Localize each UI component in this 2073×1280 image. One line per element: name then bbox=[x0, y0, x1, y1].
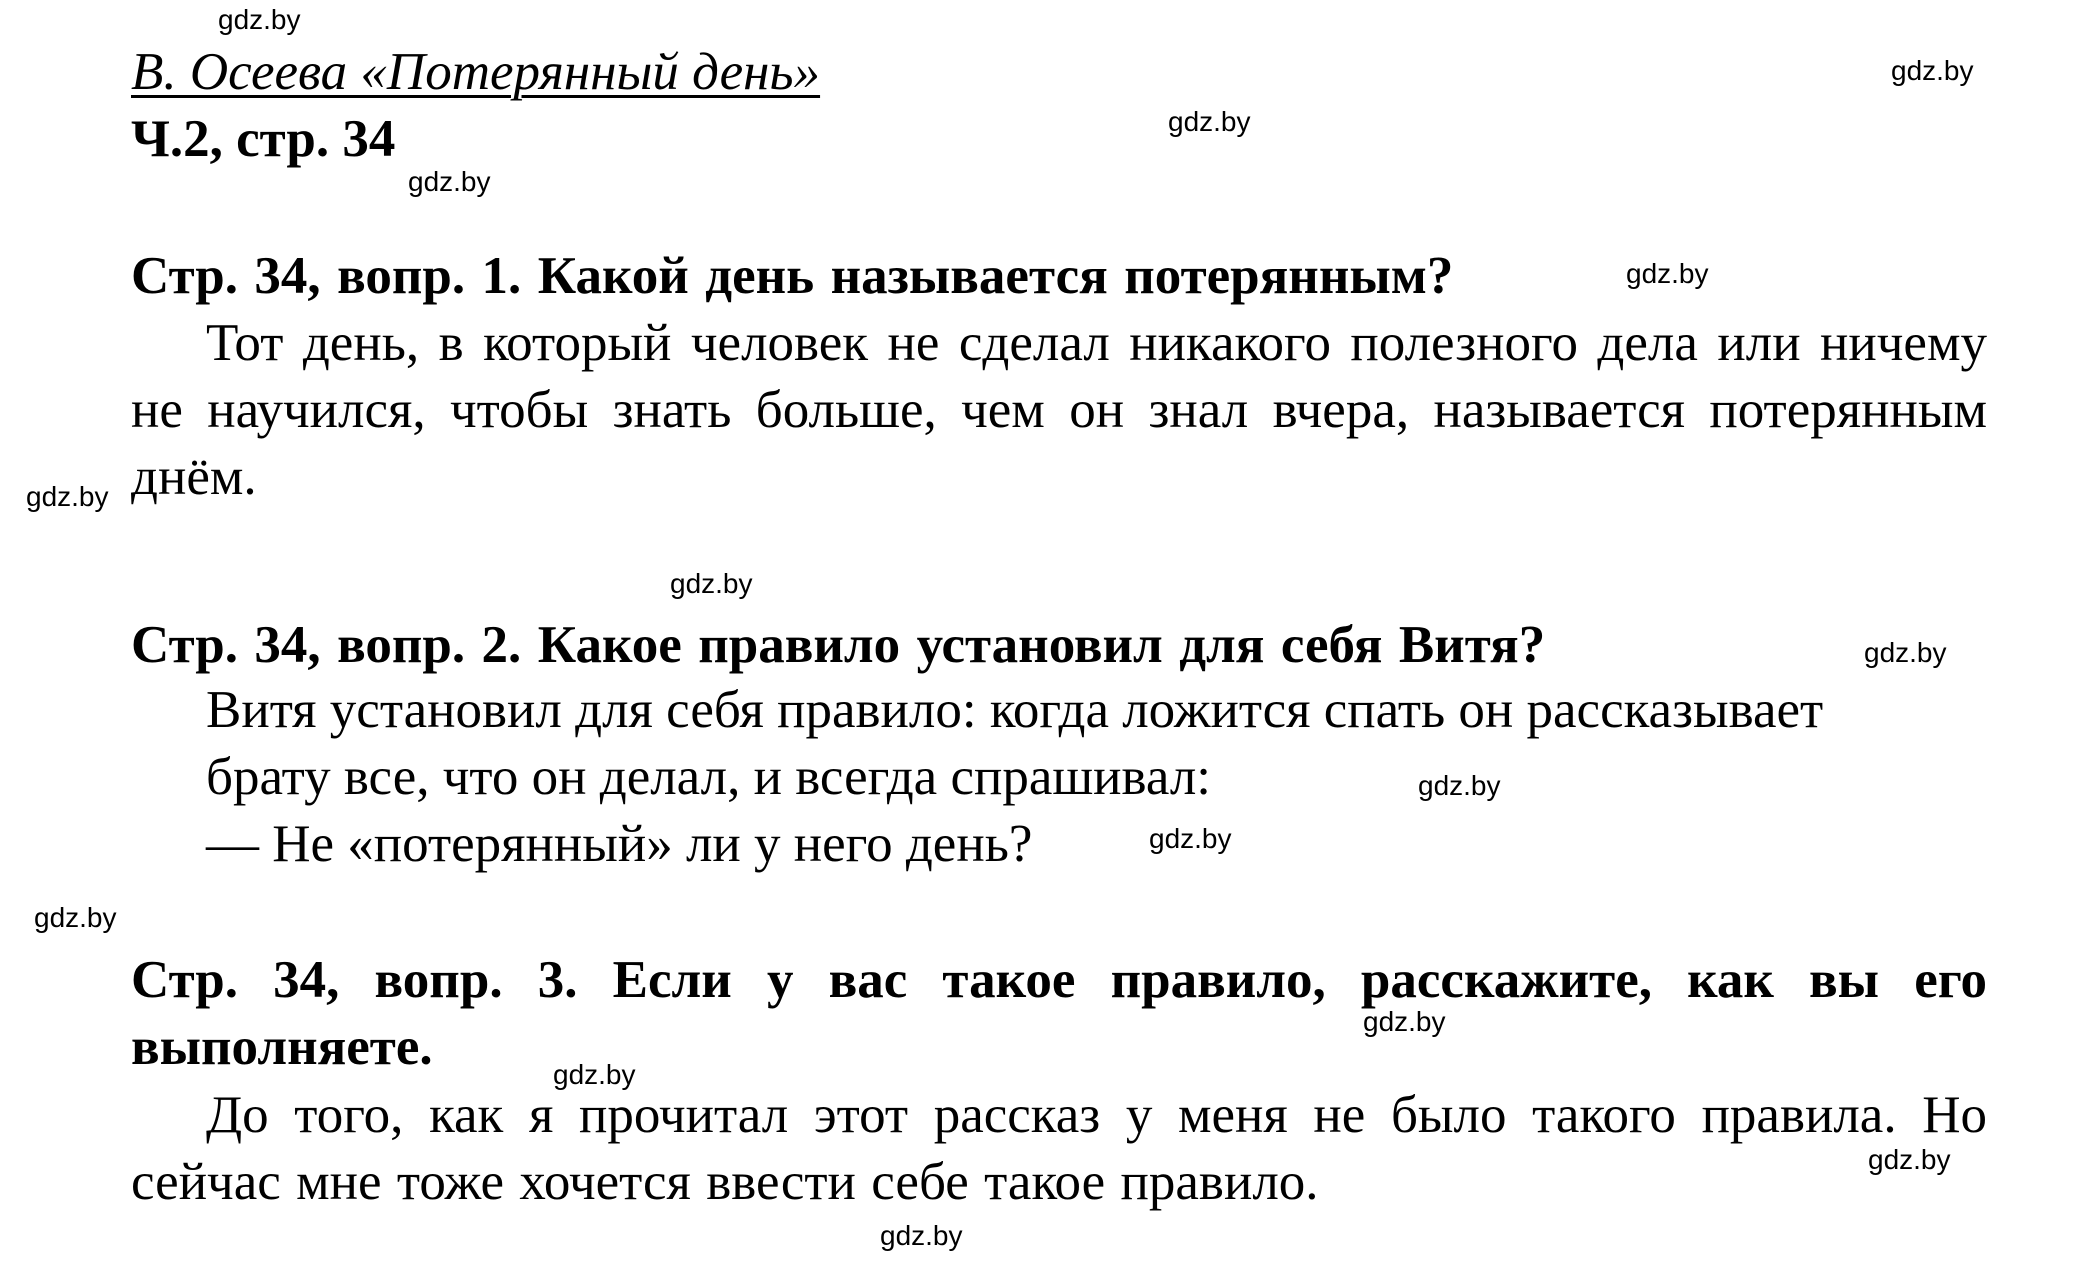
part-page-heading: Ч.2, стр. 34 bbox=[131, 110, 396, 168]
watermark: gdz.by bbox=[1626, 258, 1709, 289]
watermark: gdz.by bbox=[408, 166, 491, 197]
watermark: gdz.by bbox=[1363, 1006, 1446, 1037]
answer-2-line-1: Витя установил для себя правило: когда ложится спать он рассказывает bbox=[206, 681, 1824, 739]
watermark: gdz.by bbox=[670, 568, 753, 599]
watermark: gdz.by bbox=[1418, 770, 1501, 801]
story-title: В. Осеева «Потерянный день» bbox=[131, 43, 821, 101]
watermark: gdz.by bbox=[1168, 106, 1251, 137]
watermark: gdz.by bbox=[880, 1220, 963, 1251]
watermark: gdz.by bbox=[34, 902, 117, 933]
answer-2 bbox=[131, 677, 2011, 878]
question-2: Стр. 34, вопр. 2. Какое правило установил для себя Витя? bbox=[131, 616, 1546, 674]
answer-1: Тот день, в который человек не сделал никакого полезного дела или ничему не научился, чтобы знать больше, чем он знал вчера, называется потерянным днём. bbox=[131, 314, 1987, 506]
question-3: Стр. 34, вопр. 3. Если у вас такое правило, расскажите, как вы его выполняете. bbox=[131, 951, 1987, 1076]
watermark: gdz.by bbox=[1864, 637, 1947, 668]
answer-2-line-3: — Не «потерянный» ли у него день? bbox=[206, 815, 1033, 873]
watermark: gdz.by bbox=[218, 4, 301, 35]
question-1: Стр. 34, вопр. 1. Какой день называется потерянным? bbox=[131, 247, 1454, 305]
answer-2-line-2: брату все, что он делал, и всегда спрашивал: bbox=[206, 748, 1212, 806]
watermark: gdz.by bbox=[1149, 823, 1232, 854]
watermark: gdz.by bbox=[1868, 1144, 1951, 1175]
watermark: gdz.by bbox=[26, 481, 109, 512]
watermark: gdz.by bbox=[1891, 55, 1974, 86]
watermark: gdz.by bbox=[553, 1059, 636, 1090]
answer-3: До того, как я прочитал этот рассказ у меня не было такого правила. Но сейчас мне тоже хочется ввести себе такое правило. bbox=[131, 1086, 1987, 1211]
